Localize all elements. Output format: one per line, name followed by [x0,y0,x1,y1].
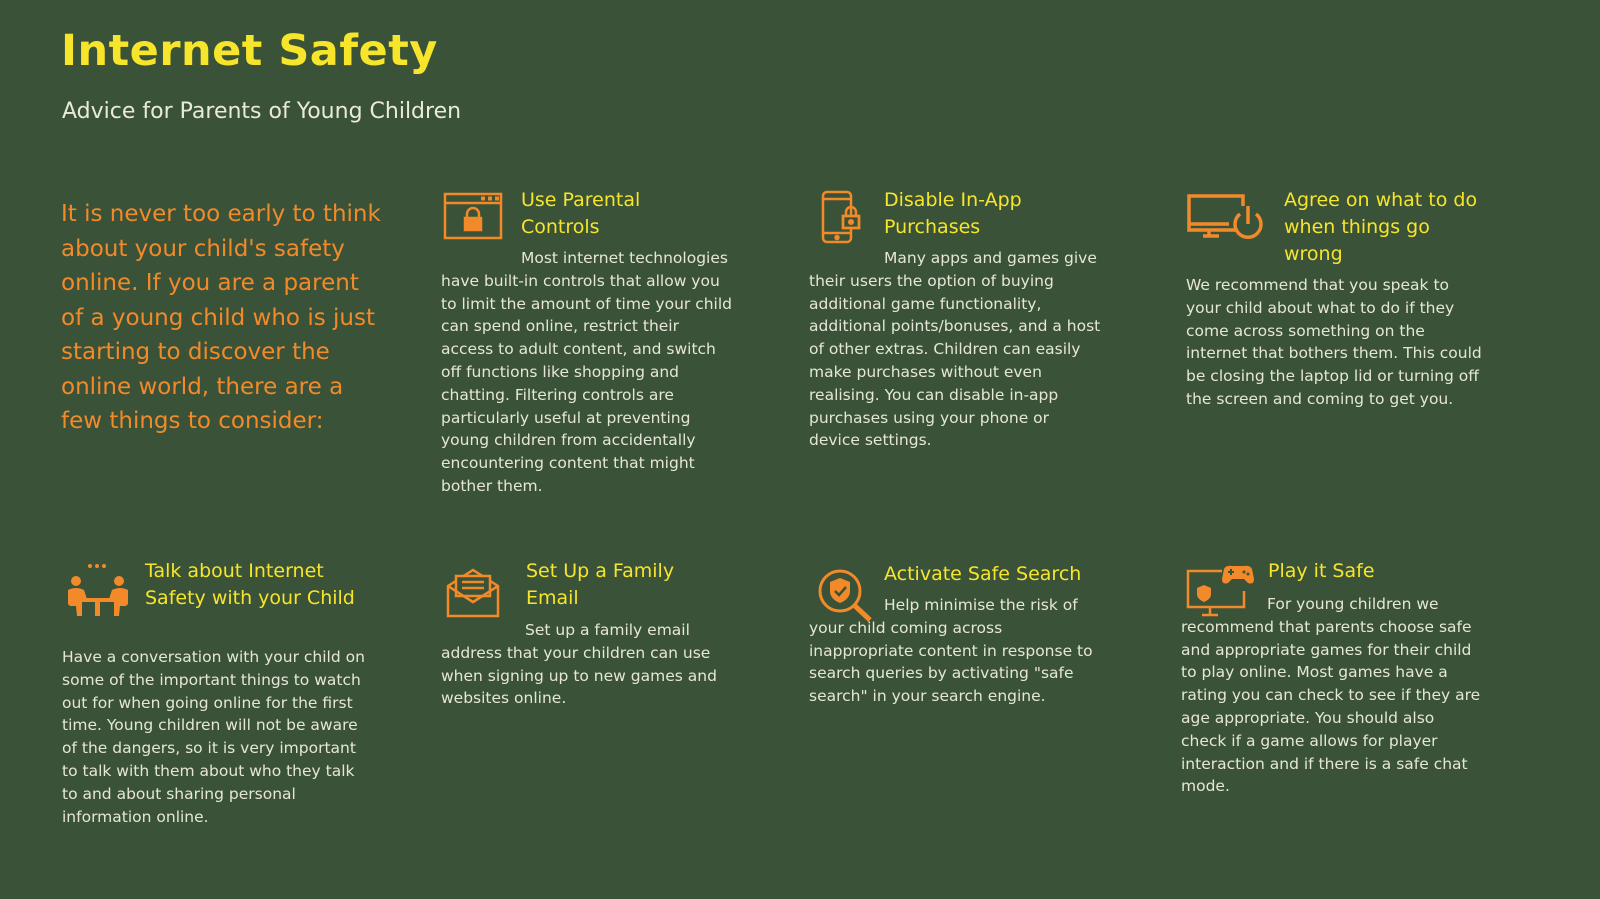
card-body-text: Most internet technologies have built-in controls that allow you to limit the amount of time your child can spend online, restrict their access to adult content, and switch off functions like shopping and chatting. Filtering controls are particularly useful at preventing young children from accidentally encountering content that might bother them. [441,249,732,495]
envelope-icon [446,566,500,618]
card-title: Disable In-App Purchases [884,189,1022,238]
card-body-text: Set up a family email address that your children can use when signing up to new games and websites online. [441,621,717,708]
intro-text: It is never too early to think about your child's safety online. If you are a parent of a young child who is just starting to discover the online world, there are a few things to consider: [61,201,381,434]
card-title: Use Parental Controls [521,189,641,238]
browser-lock-icon [443,192,503,240]
card-title: Agree on what to do when things go wrong [1284,189,1478,265]
card-body-text: For young children we recommend that parents choose safe and appropriate games for their child to play online. Most games have a rating you can check to see if they are age appropriate. You should also check if a game allows for player interaction and if there is a safe chat mode. [1181,595,1481,796]
card-title: Set Up a Family Email [526,560,675,609]
card-title: Play it Safe [1268,560,1375,582]
page-title: Internet Safety [61,26,438,76]
card-body [1186,274,1486,411]
card-body [809,247,1104,452]
monitor-power-icon [1185,192,1267,248]
conversation-table-icon [64,562,132,620]
phone-lock-icon [820,190,864,244]
card-body [62,646,367,828]
card-body-text: Have a conversation with your child on some of the important things to watch out for when going online for the first time. Young children will not be aware of the dangers, so it is very important to talk with them about who they talk to and about sharing personal information online. [62,648,365,826]
card-title: Talk about Internet Safety with your Child [145,560,355,609]
card-body [441,247,733,498]
card-body-text: Help minimise the risk of your child coming across inappropriate content in response to search queries by activating "safe search" in your search engine. [809,596,1093,706]
card-body [1181,593,1483,798]
card-body-text: Many apps and games give their users the option of buying additional game functionality, additional points/bonuses, and a host of other extras. Children can easily make purchases without even realising. You can disable in-app purchases using your phone or device settings. [809,249,1101,450]
card-body-text: We recommend that you speak to your child about what to do if they come across something on the internet that bothers them. This could be closing the laptop lid or turning off the screen and coming to get you. [1186,276,1482,408]
page-subtitle: Advice for Parents of Young Children [62,99,462,124]
card-title: Activate Safe Search [884,563,1082,585]
card-body [441,619,733,710]
card-body [809,594,1109,708]
